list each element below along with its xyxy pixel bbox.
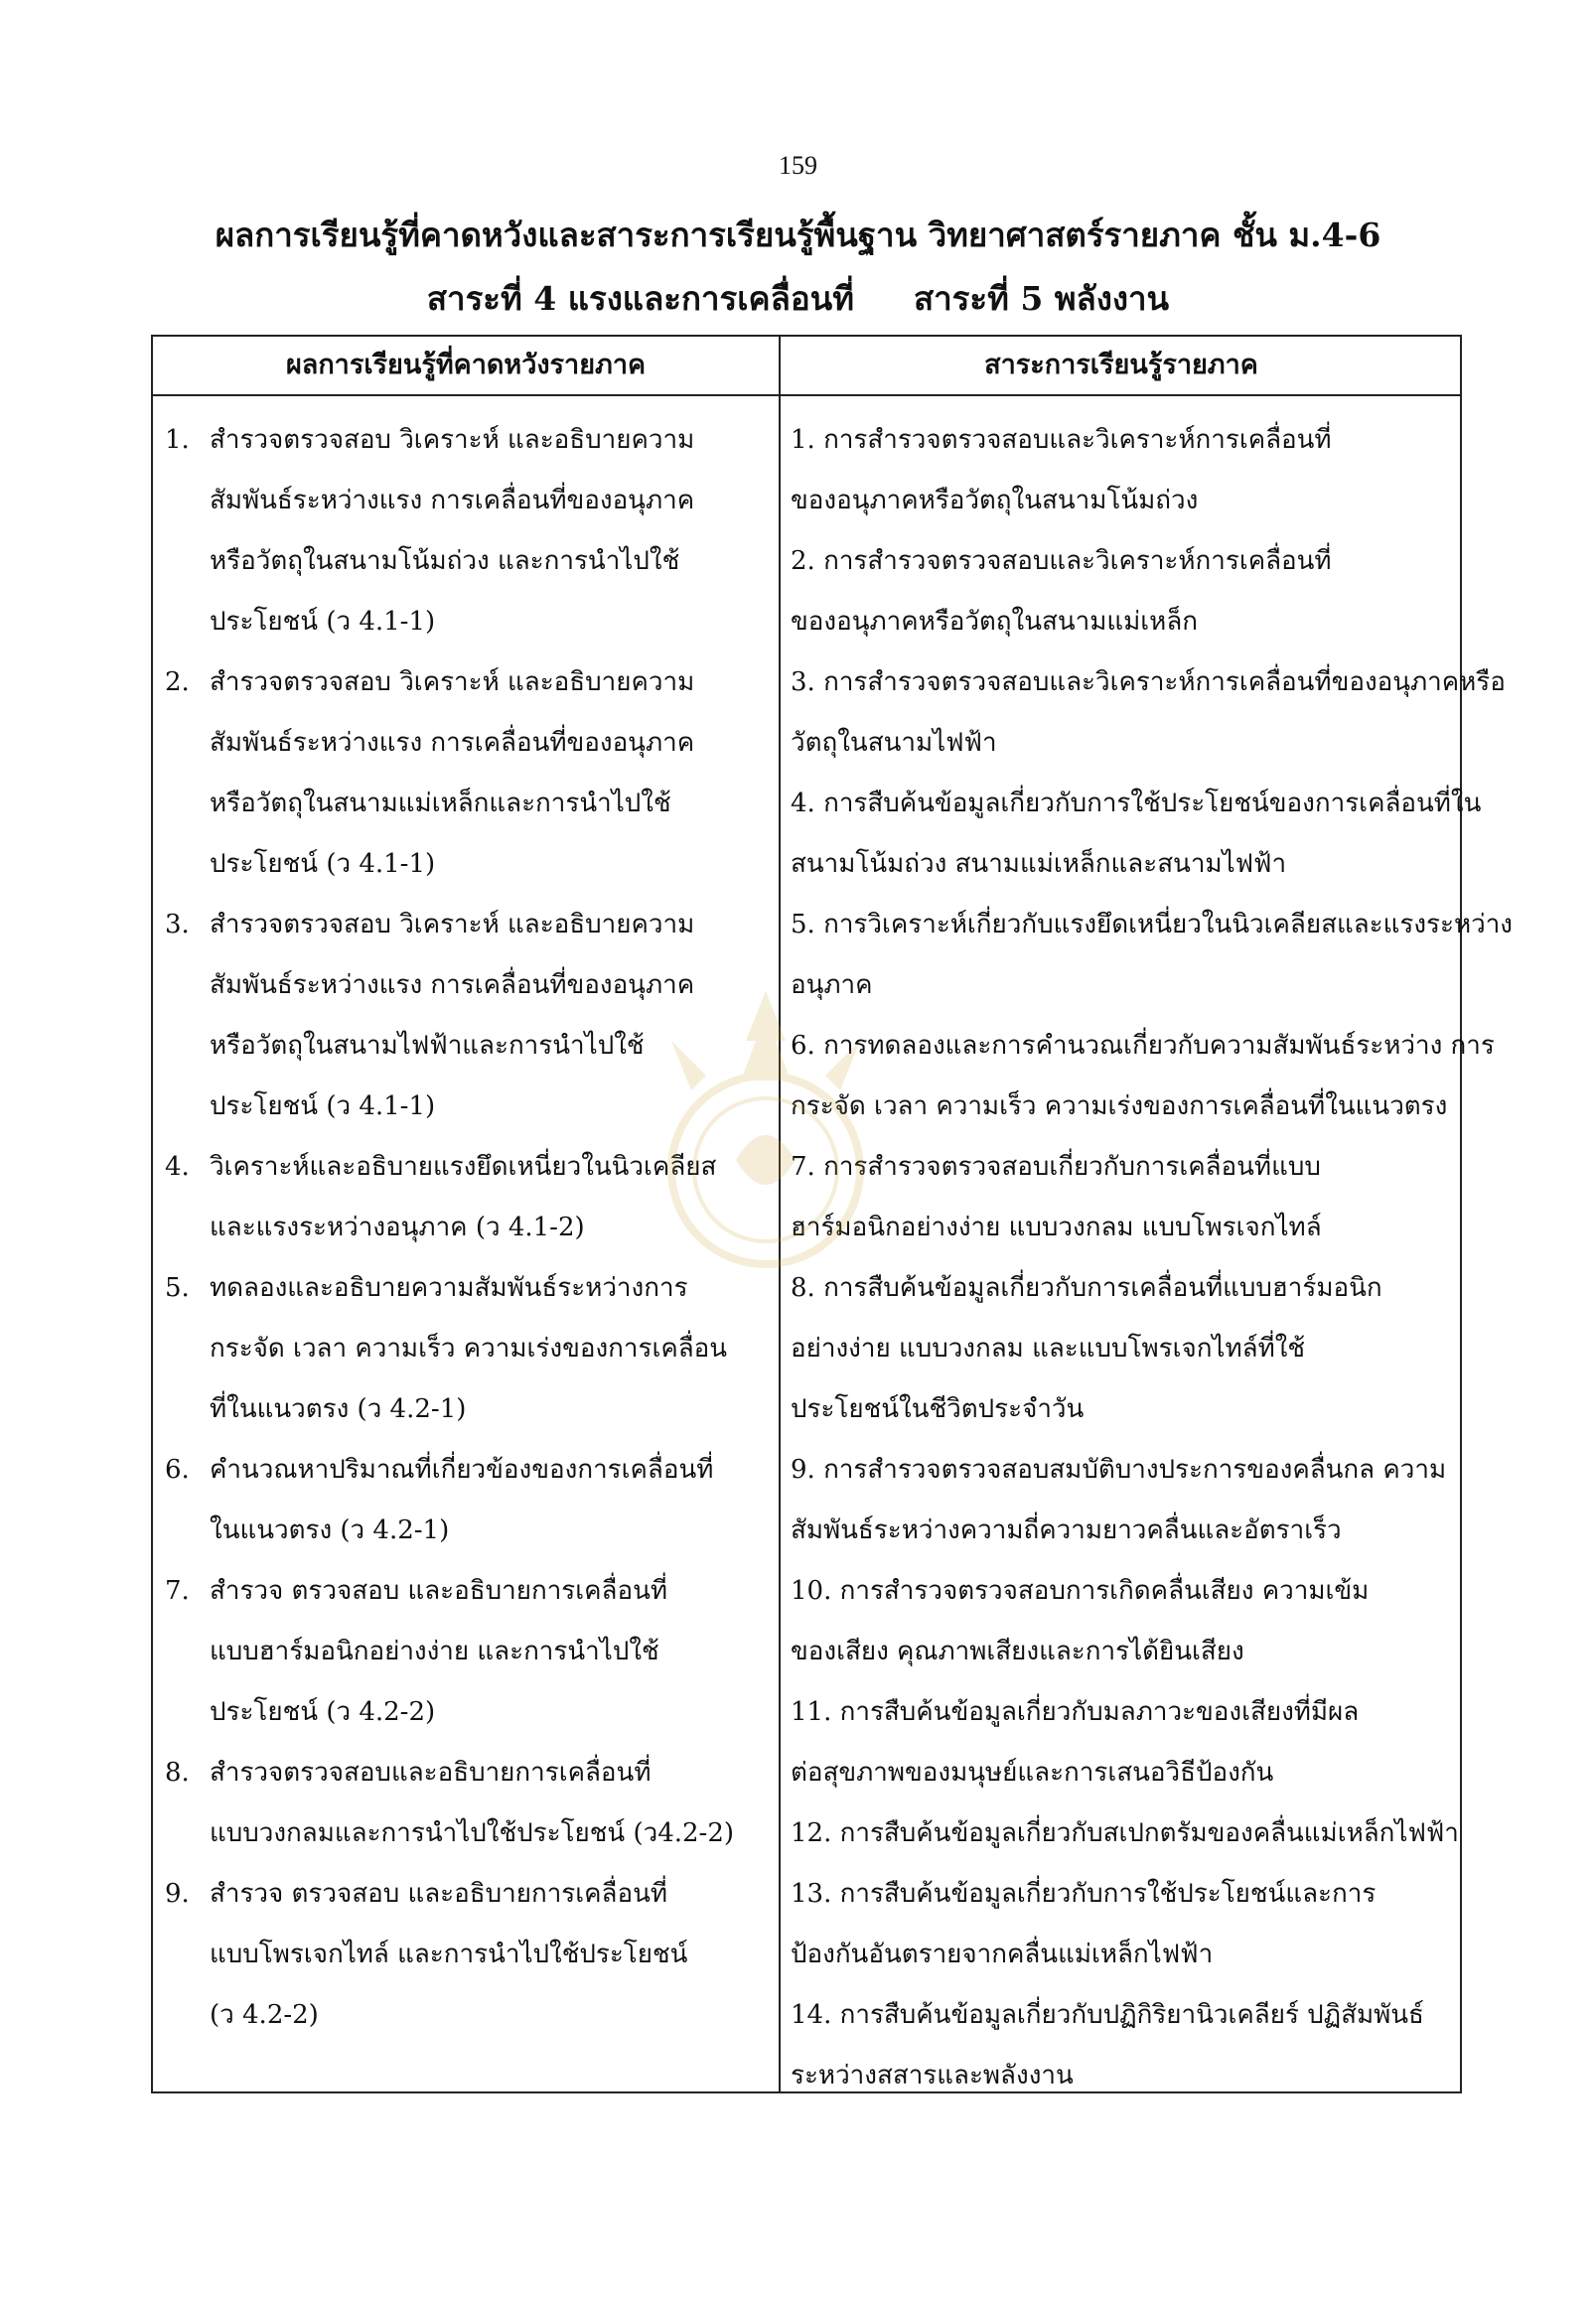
outcome-item [165, 1743, 769, 1864]
content-line: 7. การสำรวจตรวจสอบเกี่ยวกับการเคลื่อนที่แบบ [791, 1152, 1321, 1182]
outcome-number: 6. [165, 1455, 190, 1485]
content-line: อนุภาค [791, 970, 873, 1000]
learning-content-column [791, 410, 1513, 2106]
content-item [791, 895, 1513, 1016]
outcome-line: ที่ในแนวตรง (ว 4.2-1) [210, 1394, 467, 1424]
outcome-line: ในแนวตรง (ว 4.2-1) [210, 1515, 450, 1545]
outcome-item [165, 410, 769, 652]
content-line: วัตถุในสนามไฟฟ้า [791, 728, 997, 758]
outcome-line: หรือวัตถุในสนามแม่เหล็กและการนำไปใช้ [210, 789, 671, 818]
content-item [791, 1016, 1495, 1137]
content-line: ฮาร์มอนิกอย่างง่าย แบบวงกลม แบบโพรเจกไทล์ [791, 1213, 1322, 1242]
content-line: ต่อสุขภาพของมนุษย์และการเสนอวิธีป้องกัน [791, 1758, 1274, 1788]
outcome-line: สำรวจตรวจสอบและอธิบายการเคลื่อนที่ [210, 1758, 652, 1788]
outcome-number: 5. [165, 1273, 190, 1303]
content-item [791, 652, 1506, 774]
outcome-line: สัมพันธ์ระหว่างแรง การเคลื่อนที่ของอนุภาค [210, 486, 695, 515]
content-line: 12. การสืบค้นข้อมูลเกี่ยวกับสเปกตรัมของคลื่นแม่เหล็กไฟฟ้า [791, 1818, 1459, 1848]
content-item [791, 1258, 1451, 1440]
page-number: 159 [779, 151, 817, 180]
content-item [791, 1561, 1451, 1682]
outcome-number: 9. [165, 1879, 190, 1909]
content-line: 8. การสืบค้นข้อมูลเกี่ยวกับการเคลื่อนที่แบบฮาร์มอนิก [791, 1273, 1382, 1303]
outcome-item [165, 1864, 769, 2046]
outcome-line: สำรวจตรวจสอบ วิเคราะห์ และอธิบายความ [210, 425, 695, 455]
content-line: อย่างง่าย แบบวงกลม และแบบโพรเจกไทล์ที่ใช้ [791, 1334, 1306, 1364]
page-title: ผลการเรียนรู้ที่คาดหวังและสาระการเรียนรู้พื้นฐาน วิทยาศาสตร์รายภาค ชั้น ม.4-6 [215, 216, 1381, 254]
content-line: สัมพันธ์ระหว่างความถี่ความยาวคลื่นและอัตราเร็ว [791, 1515, 1342, 1545]
outcome-number: 4. [165, 1152, 190, 1182]
content-line: 14. การสืบค้นข้อมูลเกี่ยวกับปฏิกิริยานิวเคลียร์ ปฏิสัมพันธ์ [791, 2000, 1424, 2030]
content-line: 1. การสำรวจตรวจสอบและวิเคราะห์การเคลื่อนที่ [791, 425, 1332, 455]
outcome-line: สำรวจ ตรวจสอบ และอธิบายการเคลื่อนที่ [210, 1576, 667, 1606]
outcome-number: 3. [165, 910, 190, 939]
content-line: ประโยชน์ในชีวิตประจำวัน [791, 1394, 1085, 1424]
outcome-number: 2. [165, 667, 190, 697]
outcome-line: แบบฮาร์มอนิกอย่างง่าย และการนำไปใช้ [210, 1637, 659, 1666]
outcome-line: และแรงระหว่างอนุภาค (ว 4.1-2) [210, 1213, 585, 1242]
header-expected-outcomes: ผลการเรียนรู้ที่คาดหวังรายภาค [285, 350, 647, 380]
content-item [791, 410, 1451, 531]
outcome-line: กระจัด เวลา ความเร็ว ความเร่งของการเคลื่อน [210, 1334, 728, 1364]
outcome-line: แบบโพรเจกไทล์ และการนำไปใช้ประโยชน์ [210, 1940, 688, 1969]
outcome-line: หรือวัตถุในสนามโน้มถ่วง และการนำไปใช้ [210, 546, 680, 576]
outcome-line: ประโยชน์ (ว 4.2-2) [210, 1697, 436, 1727]
page-subtitle [0, 272, 1596, 325]
outcome-item [165, 1440, 769, 1561]
outcome-line: (ว 4.2-2) [210, 2000, 319, 2030]
school-emblem-watermark-icon [652, 981, 880, 1279]
content-line: 3. การสำรวจตรวจสอบและวิเคราะห์การเคลื่อนที่ของอนุภาคหรือ [791, 667, 1506, 697]
outcome-number: 1. [165, 425, 190, 455]
content-line: 10. การสำรวจตรวจสอบการเกิดคลื่นเสียง ความเข้ม [791, 1576, 1370, 1606]
header-learning-content: สาระการเรียนรู้รายภาค [984, 350, 1258, 380]
content-line: 4. การสืบค้นข้อมูลเกี่ยวกับการใช้ประโยชน์ของการเคลื่อนที่ใน [791, 789, 1482, 818]
content-line: 11. การสืบค้นข้อมูลเกี่ยวกับมลภาวะของเสียงที่มีผล [791, 1697, 1360, 1727]
content-line: ป้องกันอันตรายจากคลื่นแม่เหล็กไฟฟ้า [791, 1940, 1214, 1969]
outcome-number: 8. [165, 1758, 190, 1788]
content-item [791, 1440, 1451, 1561]
outcome-line: ทดลองและอธิบายความสัมพันธ์ระหว่างการ [210, 1273, 688, 1303]
table-header-row [153, 337, 1460, 396]
content-line: กระจัด เวลา ความเร็ว ความเร่งของการเคลื่อนที่ในแนวตรง [791, 1091, 1448, 1121]
content-item [791, 1803, 1459, 1864]
outcome-line: สัมพันธ์ระหว่างแรง การเคลื่อนที่ของอนุภาค [210, 970, 695, 1000]
outcome-line: สัมพันธ์ระหว่างแรง การเคลื่อนที่ของอนุภาค [210, 728, 695, 758]
content-line: 6. การทดลองและการคำนวณเกี่ยวกับความสัมพันธ์ระหว่าง การ [791, 1031, 1495, 1061]
content-line: ของเสียง คุณภาพเสียงและการได้ยินเสียง [791, 1637, 1244, 1666]
outcome-line: วิเคราะห์และอธิบายแรงยึดเหนี่ยวในนิวเคลียส [210, 1152, 717, 1182]
subtitle-strand-4: สาระที่ 4 แรงและการเคลื่อนที่ [426, 279, 854, 318]
outcome-line: หรือวัตถุในสนามไฟฟ้าและการนำไปใช้ [210, 1031, 645, 1061]
content-item [791, 1682, 1451, 1803]
content-line: 9. การสำรวจตรวจสอบสมบัติบางประการของคลื่นกล ความ [791, 1455, 1447, 1485]
outcome-line: สำรวจ ตรวจสอบ และอธิบายการเคลื่อนที่ [210, 1879, 667, 1909]
content-item [791, 1137, 1451, 1258]
content-item [791, 1864, 1451, 1985]
subtitle-strand-5: สาระที่ 5 พลังงาน [913, 279, 1170, 318]
outcome-line: สำรวจตรวจสอบ วิเคราะห์ และอธิบายความ [210, 910, 695, 939]
content-item [791, 774, 1482, 895]
content-line: ของอนุภาคหรือวัตถุในสนามโน้มถ่วง [791, 486, 1199, 515]
content-line: 5. การวิเคราะห์เกี่ยวกับแรงยึดเหนี่ยวในนิวเคลียสและแรงระหว่าง [791, 910, 1513, 939]
outcome-item [165, 1258, 769, 1440]
content-line: ของอนุภาคหรือวัตถุในสนามแม่เหล็ก [791, 607, 1198, 637]
outcome-line: แบบวงกลมและการนำไปใช้ประโยชน์ (ว4.2-2) [210, 1818, 735, 1848]
outcome-item [165, 1561, 769, 1743]
content-line: ระหว่างสสารและพลังงาน [791, 2061, 1074, 2090]
content-line: สนามโน้มถ่วง สนามแม่เหล็กและสนามไฟฟ้า [791, 849, 1287, 879]
outcome-line: ประโยชน์ (ว 4.1-1) [210, 607, 436, 637]
outcome-item [165, 652, 769, 895]
content-line: 13. การสืบค้นข้อมูลเกี่ยวกับการใช้ประโยชน์และการ [791, 1879, 1377, 1909]
content-item [791, 1985, 1451, 2106]
outcome-line: ประโยชน์ (ว 4.1-1) [210, 849, 436, 879]
content-line: 2. การสำรวจตรวจสอบและวิเคราะห์การเคลื่อนที่ [791, 546, 1332, 576]
outcome-line: คำนวณหาปริมาณที่เกี่ยวข้องของการเคลื่อนที่ [210, 1455, 714, 1485]
outcome-line: สำรวจตรวจสอบ วิเคราะห์ และอธิบายความ [210, 667, 695, 697]
content-item [791, 531, 1451, 652]
outcome-line: ประโยชน์ (ว 4.1-1) [210, 1091, 436, 1121]
outcome-number: 7. [165, 1576, 190, 1606]
